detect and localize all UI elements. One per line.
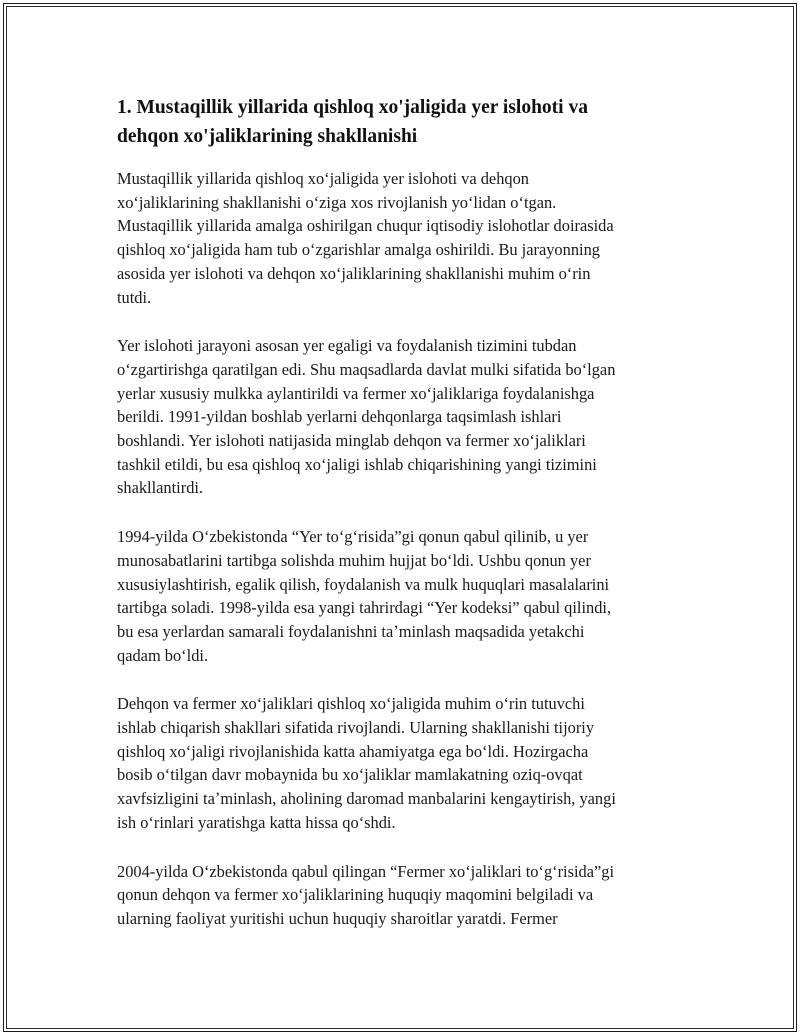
- text-line: tashkil etildi, bu esa qishloq xoʻjaligi ishlab chiqarishining yangi tizimini: [117, 454, 597, 474]
- text-line: ish oʻrinlari yaratishga katta hissa qoʻshdi.: [117, 812, 396, 832]
- text-line: qishloq xoʻjaligida ham tub oʻzgarishlar amalga oshirildi. Bu jarayonning: [117, 240, 600, 260]
- text-line: ularning faoliyat yuritishi uchun huquqiy sharoitlar yaratdi. Fermer: [117, 908, 558, 928]
- text-line: 1994-yilda Oʻzbekistonda “Yer toʻgʻrisida”gi qonun qabul qilinib, u yer: [117, 527, 589, 547]
- section-heading: [117, 93, 679, 151]
- text-line: 2004-yilda Oʻzbekistonda qabul qilingan “Fermer xoʻjaliklari toʻgʻrisida”gi: [117, 861, 615, 881]
- paragraph-3: [117, 525, 679, 667]
- document-body: [117, 93, 679, 956]
- paragraph-2: [117, 334, 679, 500]
- paragraph-5: [117, 860, 679, 931]
- heading-line: dehqon xo'jaliklarining shakllanishi: [117, 126, 418, 147]
- text-line: tartibga soladi. 1998-yilda esa yangi tahrirdagi “Yer kodeksi” qabul qilindi,: [117, 598, 612, 618]
- text-line: Mustaqillik yillarida qishloq xoʻjaligida yer islohoti va dehqon: [117, 169, 529, 188]
- text-line: munosabatlarini tartibga solishda muhim hujjat boʻldi. Ushbu qonun yer: [117, 550, 591, 570]
- text-line: Mustaqillik yillarida amalga oshirilgan chuqur iqtisodiy islohotlar doirasida: [117, 216, 614, 236]
- text-line: oʻzgartirishga qaratilgan edi. Shu maqsadlarda davlat mulki sifatida boʻlgan: [117, 359, 616, 379]
- paragraph-1: [117, 167, 679, 309]
- text-line: xususiylashtirish, egalik qilish, foydalanish va mulk huquqlari masalalarini: [117, 574, 610, 594]
- text-line: qishloq xoʻjaligi rivojlanishida katta ahamiyatga ega boʻldi. Hozirgacha: [117, 741, 589, 761]
- text-line: asosida yer islohoti va dehqon xoʻjaliklarining shakllanishi muhim oʻrin: [117, 263, 591, 283]
- text-line: Yer islohoti jarayoni asosan yer egaligi va foydalanish tizimini tubdan: [117, 336, 577, 356]
- text-line: tutdi.: [117, 287, 152, 307]
- text-line: Dehqon va fermer xoʻjaliklari qishloq xoʻjaligida muhim oʻrin tutuvchi: [117, 694, 585, 714]
- text-line: qonun dehqon va fermer xoʻjaliklarining huquqiy maqomini belgiladi va: [117, 885, 594, 905]
- text-line: qadam boʻldi.: [117, 645, 209, 665]
- text-line: bu esa yerlardan samarali foydalanishni taʼminlash maqsadida yetakchi: [117, 621, 585, 641]
- text-line: shakllantirdi.: [117, 478, 204, 498]
- text-line: boshlandi. Yer islohoti natijasida minglab dehqon va fermer xoʻjaliklari: [117, 431, 586, 451]
- text-line: xavfsizligini taʼminlash, aholining daromad manbalarini kengaytirish, yangi: [117, 789, 616, 809]
- text-line: berildi. 1991-yildan boshlab yerlarni dehqonlarga taqsimlash ishlari: [117, 407, 562, 427]
- paragraph-4: [117, 692, 679, 834]
- heading-line: 1. Mustaqillik yillarida qishloq xo'jaligida yer islohoti va: [117, 97, 588, 118]
- text-line: ishlab chiqarish shakllari sifatida rivojlandi. Ularning shakllanishi tijoriy: [117, 718, 595, 738]
- text-line: yerlar xususiy mulkka aylantirildi va fermer xoʻjaliklariga foydalanishga: [117, 383, 595, 403]
- text-line: xoʻjaliklarining shakllanishi oʻziga xos rivojlanish yoʻlidan oʻtgan.: [117, 192, 557, 212]
- text-line: bosib oʻtilgan davr mobaynida bu xoʻjaliklar mamlakatning oziq-ovqat: [117, 765, 583, 785]
